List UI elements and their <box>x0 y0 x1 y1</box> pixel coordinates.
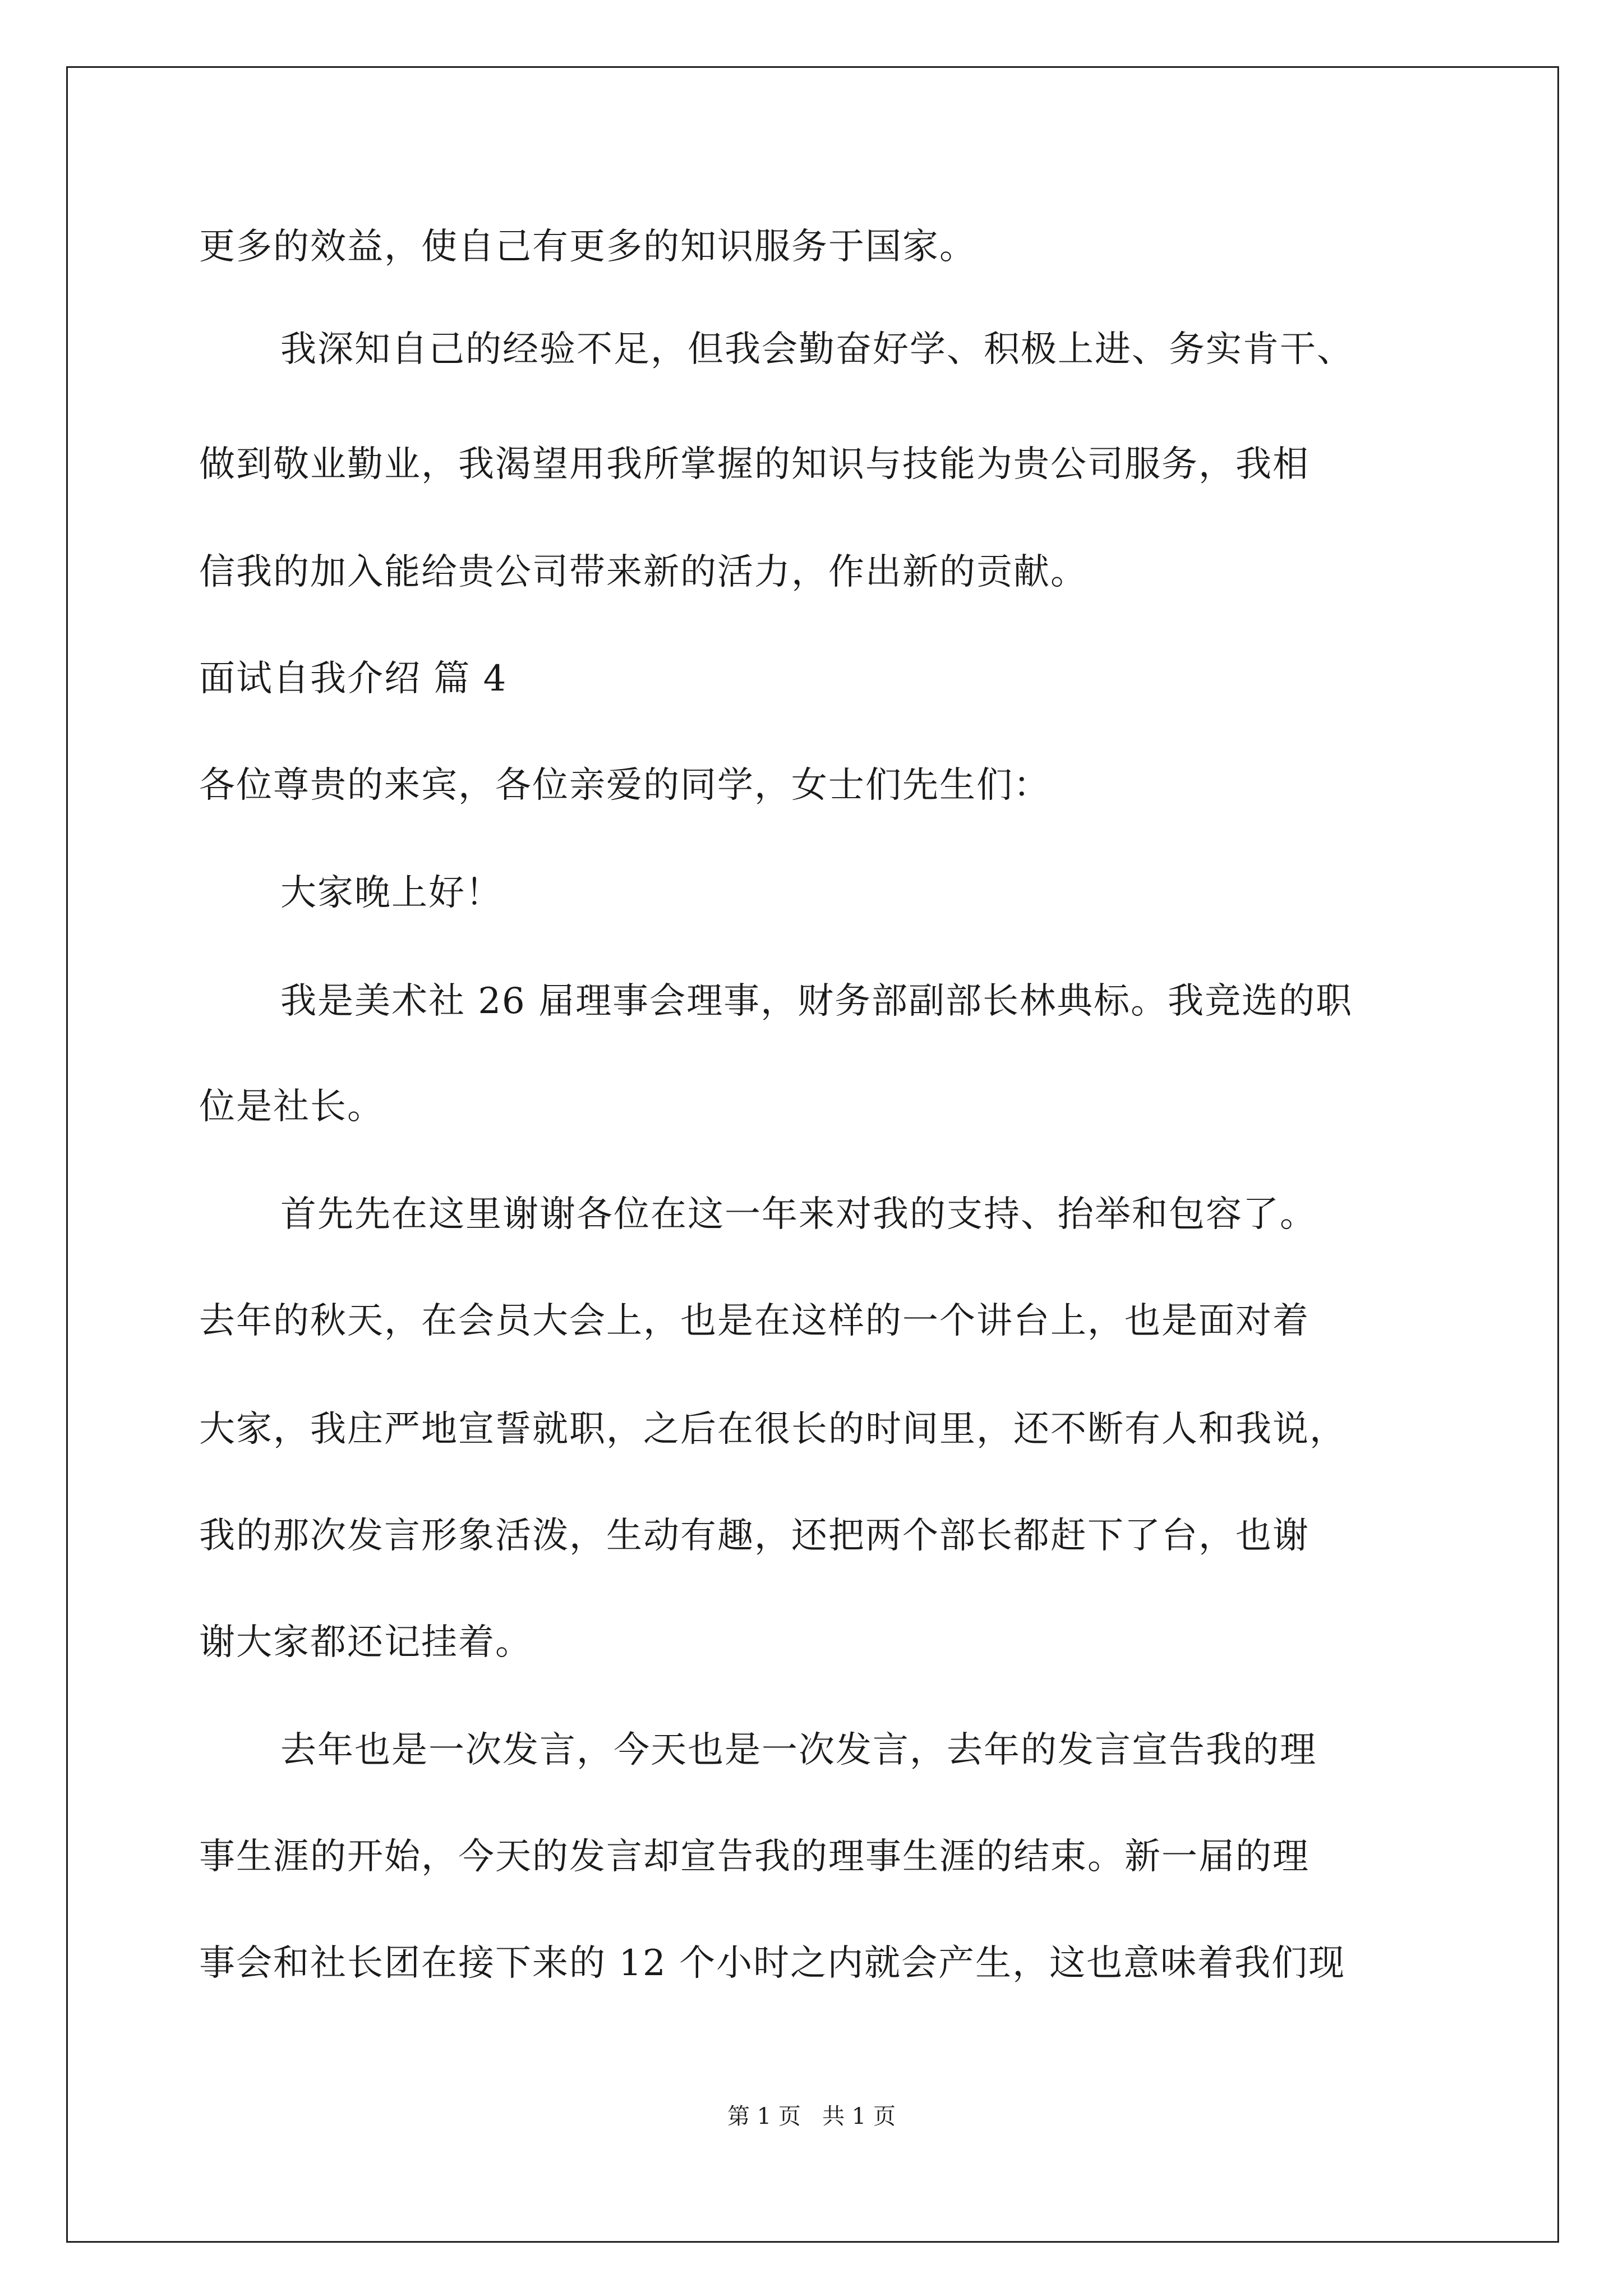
paragraph-line: 去年也是一次发言，今天也是一次发言，去年的发言宣告我的理 <box>280 1729 1317 1771</box>
paragraph-line: 位是社长。 <box>199 1086 384 1128</box>
page-number-footer: 第 1 页 共 1 页 <box>727 2104 896 2129</box>
paragraph-line: 我深知自己的经验不足，但我会勤奋好学、积极上进、务实肯干、 <box>280 329 1354 370</box>
paragraph-line: 谢大家都还记挂着。 <box>199 1622 532 1663</box>
page-border <box>66 66 1559 2243</box>
paragraph-line: 首先先在这里谢谢各位在这一年来对我的支持、抬举和包容了。 <box>280 1194 1317 1235</box>
paragraph-line: 事会和社长团在接下来的 12 个小时之内就会产生，这也意味着我们现 <box>199 1943 1346 1984</box>
paragraph-line: 信我的加入能给贵公司带来新的活力，作出新的贡献。 <box>199 551 1087 593</box>
paragraph-line: 大家晚上好！ <box>280 872 502 914</box>
paragraph-line: 事生涯的开始，今天的发言却宣告我的理事生涯的结束。新一届的理 <box>199 1836 1310 1878</box>
section-heading: 面试自我介绍 篇 4 <box>199 658 508 700</box>
paragraph-line: 我的那次发言形象活泼，生动有趣，还把两个部长都赶下了台，也谢 <box>199 1515 1310 1557</box>
paragraph-line: 做到敬业勤业，我渴望用我所掌握的知识与技能为贵公司服务，我相 <box>199 444 1310 485</box>
paragraph-line: 大家，我庄严地宣誓就职，之后在很长的时间里，还不断有人和我说， <box>199 1409 1347 1450</box>
paragraph-line: 更多的效益，使自己有更多的知识服务于国家。 <box>199 226 976 268</box>
paragraph-line: 去年的秋天，在会员大会上，也是在这样的一个讲台上，也是面对着 <box>199 1300 1310 1342</box>
salutation-line: 各位尊贵的来宾，各位亲爱的同学，女士们先生们： <box>199 765 1050 806</box>
paragraph-line: 我是美术社 26 届理事会理事，财务部副部长林典标。我竞选的职 <box>280 981 1353 1022</box>
